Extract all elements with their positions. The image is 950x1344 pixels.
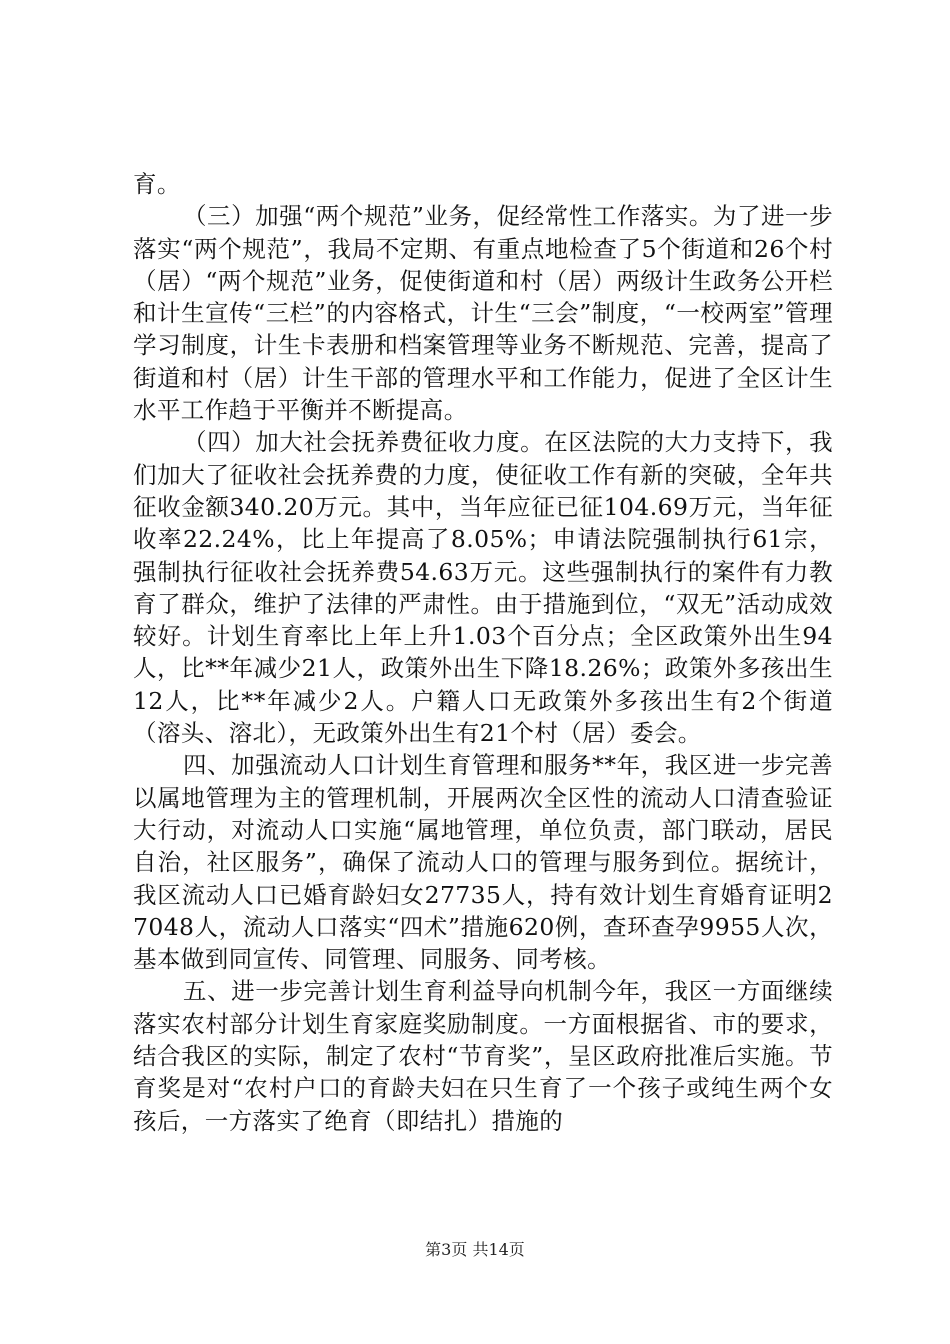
paragraph-continuation: 育。: [133, 170, 181, 198]
document-body: [133, 168, 833, 1137]
paragraph-social-fee: （四）加大社会抚养费征收力度。在区法院的大力支持下，我们加大了征收社会抚养费的力度，使征收工作有新的突破，全年共征收金额340.20万元。其中，当年应征已征104.69万元，当年征收率22.24%，比上年提高了8.05%；申请法院强制执行61宗，强制执行征收社会抚养费54.63万元。这些强制执行的案件有力教育了群众，维护了法律的严肃性。由于措施到位，“双无”活动成效较好。计划生育率比上年上升1.03个百分点；全区政策外出生94人，比**年减少21人，政策外出生下降18.26%；政策外多孩出生12人，比**年减少2人。户籍人口无政策外多孩出生有2个街道（溶头、溶北），无政策外出生有21个村（居）委会。: [133, 428, 833, 748]
paragraph-two-norms: （三）加强“两个规范”业务，促经常性工作落实。为了进一步落实“两个规范”，我局不定期、有重点地检查了5个街道和26个村（居）“两个规范”业务，促使街道和村（居）两级计生政务公开栏和计生宣传“三栏”的内容格式，计生“三会”制度，“一校两室”管理学习制度，计生卡表册和档案管理等业务不断规范、完善，提高了街道和村（居）计生干部的管理水平和工作能力，促进了全区计生水平工作趋于平衡并不断提高。: [133, 202, 833, 425]
page-number-footer: 第3页 共14页: [425, 1240, 525, 1259]
paragraph-incentive-mechanism: 五、进一步完善计划生育利益导向机制今年，我区一方面继续落实农村部分计划生育家庭奖励制度。一方面根据省、市的要求，结合我区的实际，制定了农村“节育奖”，呈区政府批准后实施。节育奖是对“农村户口的育龄夫妇在只生育了一个孩子或纯生两个女孩后，一方落实了绝育（即结扎）措施的: [133, 977, 833, 1135]
paragraph-floating-population: 四、加强流动人口计划生育管理和服务**年，我区进一步完善以属地管理为主的管理机制，开展两次全区性的流动人口清查验证大行动，对流动人口实施“属地管理，单位负责，部门联动，居民自治，社区服务”，确保了流动人口的管理与服务到位。据统计，我区流动人口已婚育龄妇女27735人，持有效计划生育婚育证明27048人，流动人口落实“四术”措施620例，查环查孕9955人次，基本做到同宣传、同管理、同服务、同考核。: [133, 751, 833, 974]
